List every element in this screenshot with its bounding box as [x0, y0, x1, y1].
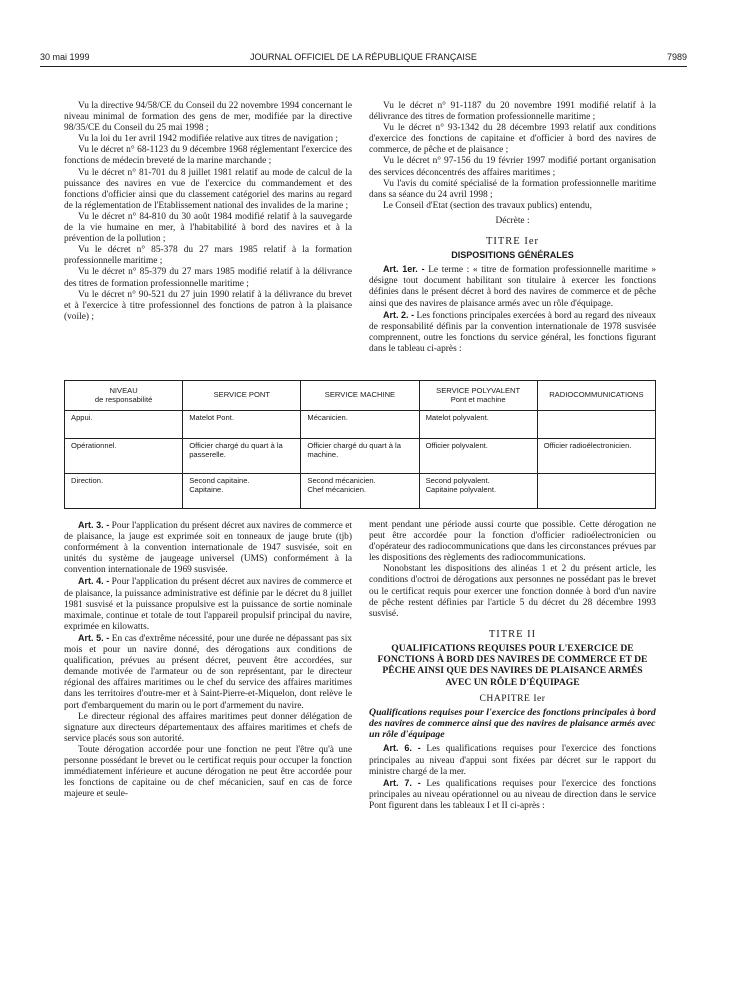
- article-3: [64, 520, 352, 576]
- section-heading: DISPOSITIONS GÉNÉRALES: [451, 250, 574, 261]
- table-cell: Direction.: [65, 474, 183, 509]
- table-cell: Opérationnel.: [65, 439, 183, 474]
- visa-paragraph: Vu le décret n° 85-378 du 27 mars 1985 relatif à la formation professionnelle maritime ;: [64, 245, 352, 267]
- article-5: [64, 633, 352, 712]
- article-7: [369, 778, 656, 812]
- table-cell: Mécanicien.: [301, 411, 419, 439]
- titre-1-heading: TITRE Ier: [485, 236, 540, 248]
- article-4: [64, 576, 352, 632]
- article-label: Art. 1er. -: [383, 264, 425, 275]
- table-cell: Matelot Pont.: [183, 411, 301, 439]
- table-header-row: [65, 381, 656, 411]
- visa-paragraph: Vu l'avis du comité spécialisé de la formation professionnelle maritime dans sa séance du 24 avril 1998 ;: [369, 178, 656, 200]
- table-cell: Second capitaine. Capitaine.: [183, 474, 301, 509]
- header-rule: [40, 66, 687, 67]
- titre-2-heading: TITRE II: [488, 628, 537, 640]
- table-header: RADIOCOMMUNICATIONS: [537, 381, 655, 411]
- right-column-bottom: [369, 520, 656, 812]
- article-label: Art. 3. -: [78, 520, 110, 530]
- article-text: Le terme : « titre de formation professionnelle maritime » désigne tout document habilitant son titulaire à exercer les fonctions définies dans le présent décret à bord des navires de commerce et de pêche ainsi que des navires de plaisance armés avec un rôle d'équipage.: [369, 265, 657, 309]
- visa-paragraph: Vu le décret n° 85-379 du 27 mars 1985 modifié relatif à la délivrance des titres de formation professionnelle maritime ;: [64, 267, 352, 289]
- visa-paragraph: Vu le décret n° 81-701 du 8 juillet 1981 relatif au mode de calcul de la puissance des navires en vue de l'exercice du commandement et des fonctions d'officier ainsi que du classement catégoriel des marins au regard de la réglementation de l'Etablissement national des invalides de la marine ;: [64, 167, 352, 211]
- visa-paragraph: Vu le décret n° 84-810 du 30 août 1984 modifié relatif à la sauvegarde de la vie humaine en mer, à l'habitabilité à bord des navires et à la prévention de la pollution ;: [64, 211, 352, 245]
- decrete-line: Décrète :: [495, 215, 530, 226]
- left-column-top: [64, 101, 352, 323]
- table-cell: Officier chargé du quart à la passerelle.: [183, 439, 301, 474]
- table-cell: Officier radioélectronicien.: [537, 439, 655, 474]
- article-6: [369, 743, 656, 777]
- article-text: Les qualifications requises pour l'exercice des fonctions principales au niveau opérationnel ou au niveau de direction dans le service Pont figurent dans les tableaux I et II ci-après :: [369, 778, 656, 811]
- body-paragraph: Nonobstant les dispositions des alinéas 1 et 2 du présent article, les conditions d'octroi de dérogations aux personnes ne possédant pas le brevet ou le certificat requis pour exercer une fonction donnée à bord d'un navire de pêche restent définies par l'article 5 du décret du 28 décembre 1993 susvisé.: [369, 564, 656, 619]
- table-cell: Appui.: [65, 411, 183, 439]
- article-label: Art. 5. -: [78, 632, 110, 643]
- table-header: SERVICE PONT: [183, 381, 301, 411]
- article-text: Les qualifications requises pour l'exercice des fonctions principales au niveau d'appui sont fixées par décret sur le rapport du ministre chargé de la mer.: [369, 744, 656, 777]
- table-header: SERVICE POLYVALENT Pont et machine: [419, 381, 537, 411]
- table-cell: [537, 474, 655, 509]
- article-label: Art. 2. -: [383, 309, 415, 320]
- body-paragraph: Le directeur régional des affaires maritimes peut donner délégation de signature aux directeurs départementaux des affaires maritimes et chefs de service placés sous son autorité.: [64, 711, 352, 744]
- right-column-top: [369, 101, 656, 355]
- table-header: NIVEAU de responsabilité: [65, 381, 183, 411]
- header-title: JOURNAL OFFICIEL DE LA RÉPUBLIQUE FRANÇAISE: [250, 52, 477, 62]
- header-date: 30 mai 1999: [40, 52, 90, 62]
- visa-paragraph: Vu le décret n° 97-156 du 19 février 1997 modifié portant organisation des services déconcentrés des affaires maritimes ;: [369, 156, 656, 178]
- chapter-title: Qualifications requises pour l'exercice des fonctions principales à bord des navires de commerce ainsi que des navires de plaisance armés avec un rôle d'équipage: [369, 706, 656, 741]
- table-cell: Second polyvalent. Capitaine polyvalent.: [419, 474, 537, 509]
- functions-table: [64, 380, 656, 509]
- article-text: Pour l'application du présent décret aux navires de commerce et de plaisance, la jauge est exprimée soit en tonneaux de jauge brute (tjb) conformément à la convention internationale de 1947 susvisée, soit en unités du système de jaugeage universel (UMS) conformément à la convention internationale de 1969 susvisée.: [64, 521, 352, 576]
- body-paragraph: Toute dérogation accordée pour une fonction ne peut l'être qu'à une personne possédant le brevet ou le certificat requis pour occuper la fonction immédiatement inférieure et aucune dérogation ne peut être accordée pour les fonctions de capitaine ou de chef mécanicien, sauf en cas de force majeure et seule-: [64, 744, 352, 800]
- article-label: Art. 6. -: [383, 743, 421, 754]
- article-label: Art. 7. -: [383, 777, 421, 788]
- visa-paragraph: Vu le décret n° 68-1123 du 9 décembre 1968 réglementant l'exercice des fonctions de médecin breveté de la marine marchande ;: [64, 145, 352, 167]
- visa-paragraph: Le Conseil d'Etat (section des travaux publics) entendu,: [383, 200, 592, 211]
- table-cell: Officier chargé du quart à la machine.: [301, 439, 419, 474]
- table-row: [65, 411, 656, 439]
- page-header: [40, 52, 687, 66]
- table-row: [65, 439, 656, 474]
- table-cell: Second mécanicien. Chef mécanicien.: [301, 474, 419, 509]
- visa-paragraph: Vu le décret n° 90-521 du 27 juin 1990 relatif à la délivrance du brevet et à l'exercice à titre professionnel des fonctions de patron à la plaisance (voile) ;: [64, 289, 352, 322]
- article-label: Art. 4. -: [78, 576, 110, 587]
- article-text: Pour l'application du présent décret aux navires de commerce et de plaisance, la puissance administrative est définie par le décret du 8 juillet 1981 susvisé et la puissance propulsive est la puissance de sortie nominale maximale, continue et totale de tout l'appareil propulsif principal du navire, exprimée en kilowatts.: [64, 577, 352, 632]
- body-paragraph: ment pendant une période aussi courte que possible. Cette dérogation ne peut être accordée pour la fonction d'officier radioélectronicien ou d'opérateur des radiocommunications que dans les circonstances prévues par les dispositions des règlements des radiocommunications.: [369, 520, 657, 564]
- article-2: [369, 310, 656, 355]
- table-row: [65, 474, 656, 509]
- visa-paragraph: Vu la directive 94/58/CE du Conseil du 22 novembre 1994 concernant le niveau minimal de formation des gens de mer, modifiée par la directive 98/35/CE du Conseil du 25 mai 1998 ;: [64, 101, 352, 134]
- table-cell: Officier polyvalent.: [419, 439, 537, 474]
- visa-paragraph: Vu le décret n° 93-1342 du 28 décembre 1993 relatif aux conditions d'exercice des fonctions de capitaine et d'officier à bord des navires de commerce, de pêche et de plaisance ;: [369, 123, 656, 156]
- table-cell: [537, 411, 655, 439]
- header-page-number: 7989: [666, 52, 687, 62]
- left-column-bottom: [64, 520, 352, 800]
- titre-2-title: QUALIFICATIONS REQUISES POUR L'EXERCICE DE FONCTIONS À BORD DES NAVIRES DE COMMERCE ET DE PÊCHE AINSI QUE DES NAVIRES DE PLAISANCE ARMÉS AVEC UN RÔLE D'ÉQUIPAGE: [377, 642, 648, 688]
- article-1: [369, 264, 656, 309]
- chapter-heading: CHAPITRE Ier: [479, 692, 546, 704]
- visa-paragraph: Vu la loi du 1er avril 1942 modifiée relative aux titres de navigation ;: [78, 134, 339, 145]
- table-cell: Matelot polyvalent.: [419, 411, 537, 439]
- table-header: SERVICE MACHINE: [301, 381, 419, 411]
- article-text: En cas d'extrême nécessité, pour une durée ne dépassant pas six mois et pour un navire donné, des dérogations aux conditions de qualification, prévues au présent décret, peuvent être accordées, sur demande motivée de l'armateur ou de son représentant, par le directeur régional des affaires maritimes ou le chef du service des affaires maritimes dans les territoires d'outre-mer et à Saint-Pierre-et-Miquelon, dont relève le port d'embarquement du marin ou le port d'armement du navire.: [64, 633, 352, 711]
- visa-paragraph: Vu le décret n° 91-1187 du 20 novembre 1991 modifié relatif à la délivrance des titres de formation professionnelle maritime ;: [369, 101, 656, 123]
- article-text: Les fonctions principales exercées à bord au regard des niveaux de responsabilité définis par la convention internationale de 1978 susvisée comprennent, outre les fonctions du service général, les fonctions figurant dans le tableau ci-après :: [369, 310, 656, 354]
